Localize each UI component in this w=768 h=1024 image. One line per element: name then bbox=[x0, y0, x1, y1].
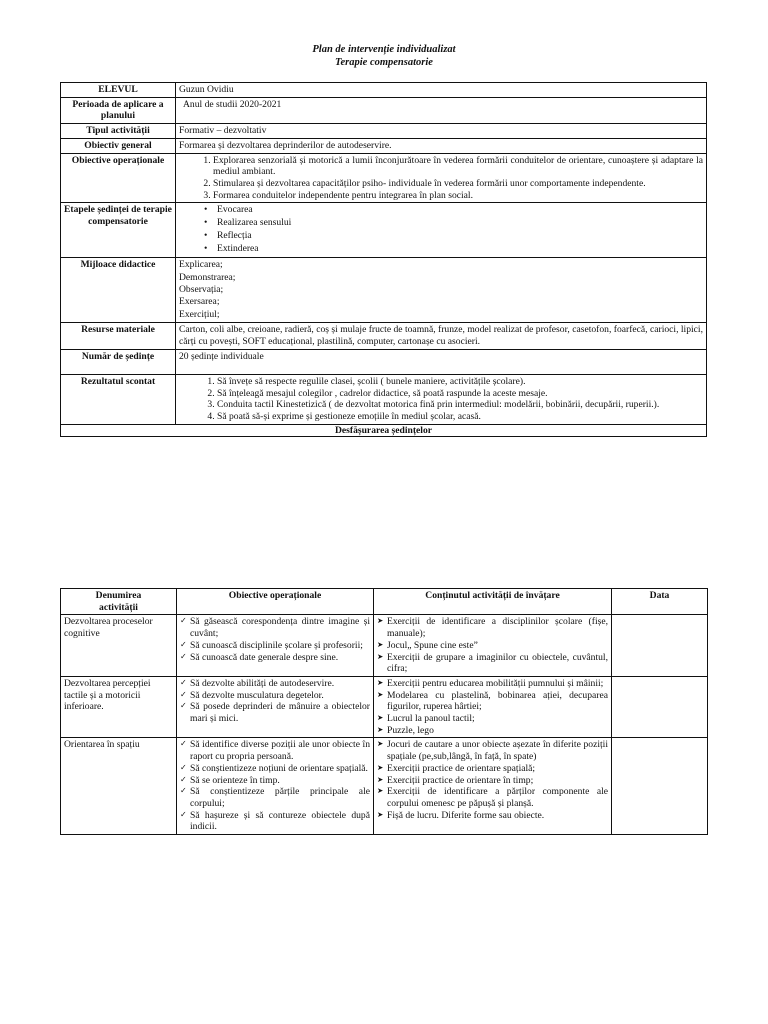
stage-item: • Extinderea bbox=[217, 243, 703, 256]
content-item: ➤ Exerciții de identificare a părților componente ale corpului omenesc pe păpușă și planșă. bbox=[387, 786, 608, 809]
activity-objectives bbox=[177, 738, 374, 835]
objective-item: ✓ Să cunoască date generale despre sine. bbox=[190, 652, 370, 664]
value-obiectiv-general: Formarea și dezvoltarea deprinderilor de autodeservire. bbox=[176, 138, 707, 153]
content-item: ➤ Lucrul la panoul tactil; bbox=[387, 713, 608, 725]
value-numar: 20 ședințe individuale bbox=[176, 349, 707, 374]
operational-objective: 1. Explorarea senzorială și motorică a lumii înconjurătoare în vederea formării conduitelor de orientare, cunoaștere și adaptare la mediul ambiant. bbox=[213, 155, 703, 178]
expected-result: 1. Să învețe să respecte regulile clasei, școlii ( bunele maniere, activitățile școlare). bbox=[217, 376, 703, 388]
stage-item: • Evocarea bbox=[217, 204, 703, 217]
activity-content bbox=[374, 615, 612, 677]
expected-result: 2. Să înțeleagă mesajul colegilor , cadrelor didactice, să poată raspunde la aceste mesaje. bbox=[217, 388, 703, 400]
label-resurse: Resurse materiale bbox=[61, 323, 176, 349]
activity-content bbox=[374, 738, 612, 835]
means-item: Observația; bbox=[179, 284, 224, 296]
activity-name: Dezvoltarea percepției tactile și a motoricii inferioare. bbox=[61, 676, 177, 738]
table-row bbox=[61, 676, 708, 738]
label-obiectiv-general: Obiectiv general bbox=[61, 138, 176, 153]
document-subtitle: Terapie compensatorie bbox=[335, 57, 433, 68]
activity-objectives bbox=[177, 615, 374, 677]
label-elevul: ELEVUL bbox=[61, 83, 176, 98]
content-item: ➤ Exerciții de identificare a disciplinilor școlare (fișe, manuale); bbox=[387, 616, 608, 639]
content-item: ➤ Jocul„ Spune cine este” bbox=[387, 640, 608, 652]
value-obiective-operationale bbox=[176, 153, 707, 203]
expected-result: 4. Să poată să-și exprime și gestioneze emoțiile în mediul școlar, acasă. bbox=[217, 411, 703, 423]
content-item: ➤ Modelarea cu plastelină, bobinarea ației, decuparea figurilor, ruperea hârtiei; bbox=[387, 690, 608, 713]
objective-item: ✓ Să dezvolte musculatura degetelor. bbox=[190, 690, 370, 702]
label-tipul: Tipul activității bbox=[61, 124, 176, 139]
label-etapele: Etapele ședinței de terapie compensatorie bbox=[61, 203, 176, 258]
objective-item: ✓ Să se orienteze în timp. bbox=[190, 775, 370, 787]
operational-objective: 2. Stimularea și dezvoltarea capacităților psiho- individuale în vederea formării unor comportamente independente. bbox=[213, 178, 703, 190]
row-numar bbox=[61, 349, 707, 374]
row-mijloace bbox=[61, 258, 707, 323]
label-mijloace: Mijloace didactice bbox=[61, 258, 176, 323]
row-etapele bbox=[61, 203, 707, 258]
operational-objective: 3. Formarea conduitelor independente pentru integrarea în plan social. bbox=[213, 190, 703, 202]
activity-objectives bbox=[177, 676, 374, 738]
column-header: Obiective operaționale bbox=[177, 589, 374, 615]
stage-item: • Realizarea sensului bbox=[217, 217, 703, 230]
value-elevul: Guzun Ovidiu bbox=[176, 83, 707, 98]
row-perioada bbox=[61, 97, 707, 123]
activities-header-row bbox=[61, 589, 708, 615]
objective-item: ✓ Să dezvolte abilități de autodeservire. bbox=[190, 678, 370, 690]
activity-date bbox=[612, 615, 708, 677]
content-item: ➤ Exerciții practice de orientare spațială; bbox=[387, 763, 608, 775]
stage-item: • Reflecția bbox=[217, 230, 703, 243]
row-desfasurarea bbox=[61, 424, 707, 437]
value-perioada bbox=[176, 97, 707, 123]
column-header: Data bbox=[612, 589, 708, 615]
content-item: ➤ Fișă de lucru. Diferite forme sau obiecte. bbox=[387, 810, 608, 822]
perioada-text: Anul de studii 2020-2021 bbox=[183, 98, 282, 110]
value-rezultatul bbox=[176, 374, 707, 424]
content-item: ➤ Exerciții practice de orientare în timp; bbox=[387, 775, 608, 787]
section-heading: Desfășurarea ședințelor bbox=[61, 424, 707, 437]
row-elevul bbox=[61, 83, 707, 98]
value-resurse: Carton, coli albe, creioane, radieră, coș și mulaje fructe de toamnă, frunze, model realizat de profesor, casetofon, foarfecă, carioci, lipici, cărți cu povești, SOFT educațional, plastilină, computer, cartonașe cu asocieri. bbox=[176, 323, 707, 349]
row-obiectiv-general bbox=[61, 138, 707, 153]
label-numar: Număr de ședințe bbox=[61, 349, 176, 374]
objective-item: ✓ Să posede deprinderi de mânuire a obiectelor mari și mici. bbox=[190, 701, 370, 724]
activity-name: Orientarea în spațiu bbox=[61, 738, 177, 835]
row-obiective-operationale bbox=[61, 153, 707, 203]
column-header: Denumirea activității bbox=[61, 589, 177, 615]
value-tipul: Formativ – dezvoltativ bbox=[176, 124, 707, 139]
table-row bbox=[61, 738, 708, 835]
content-item: ➤ Exerciții de grupare a imaginilor cu obiectele, cuvântul, cifra; bbox=[387, 652, 608, 675]
label-perioada: Perioada de aplicare a planului bbox=[61, 97, 176, 123]
means-item: Exersarea; bbox=[179, 296, 220, 308]
value-etapele bbox=[176, 203, 707, 258]
document-title: Plan de intervenție individualizat bbox=[312, 44, 456, 55]
objective-item: ✓ Să găsească corespondența dintre imagine și cuvânt; bbox=[190, 616, 370, 639]
objective-item: ✓ Să conștientizeze părțile principale ale corpului; bbox=[190, 786, 370, 809]
activities-table bbox=[60, 588, 708, 835]
row-resurse bbox=[61, 323, 707, 349]
objective-item: ✓ Să cunoască disciplinile școlare și profesorii; bbox=[190, 640, 370, 652]
means-item: Explicarea; bbox=[179, 259, 223, 271]
objective-item: ✓ Să identifice diverse poziții ale unor obiecte în raport cu propria persoană. bbox=[190, 739, 370, 762]
content-item: ➤ Jocuri de cautare a unor obiecte așezate în diferite poziții spațiale (pe,sub,lângă, în față, în spate) bbox=[387, 739, 608, 762]
content-item: ➤ Puzzle, lego bbox=[387, 725, 608, 737]
row-tipul bbox=[61, 124, 707, 139]
means-item: Exercițiul; bbox=[179, 308, 220, 320]
activity-date bbox=[612, 738, 708, 835]
activity-date bbox=[612, 676, 708, 738]
objective-item: ✓ Să hașureze și să contureze obiectele după indicii. bbox=[190, 810, 370, 833]
activity-content bbox=[374, 676, 612, 738]
plan-table bbox=[60, 82, 707, 437]
objective-item: ✓ Să conștientizeze noțiuni de orientare spațială. bbox=[190, 763, 370, 775]
label-obiective-operationale: Obiective operaționale bbox=[61, 153, 176, 203]
column-header: Conținutul activității de învățare bbox=[374, 589, 612, 615]
row-rezultatul bbox=[61, 374, 707, 424]
value-mijloace bbox=[176, 258, 707, 323]
means-item: Demonstrarea; bbox=[179, 271, 236, 283]
activity-name: Dezvoltarea proceselor cognitive bbox=[61, 615, 177, 677]
expected-result: 3. Conduita tactil Kinestetizică ( de dezvoltat motorica fină prin intermediul: modelării, bobinării, decupării, ruperii.). bbox=[217, 399, 703, 411]
content-item: ➤ Exerciții pentru educarea mobilității pumnului și mâinii; bbox=[387, 678, 608, 690]
table-row bbox=[61, 615, 708, 677]
label-rezultatul: Rezultatul scontat bbox=[61, 374, 176, 424]
